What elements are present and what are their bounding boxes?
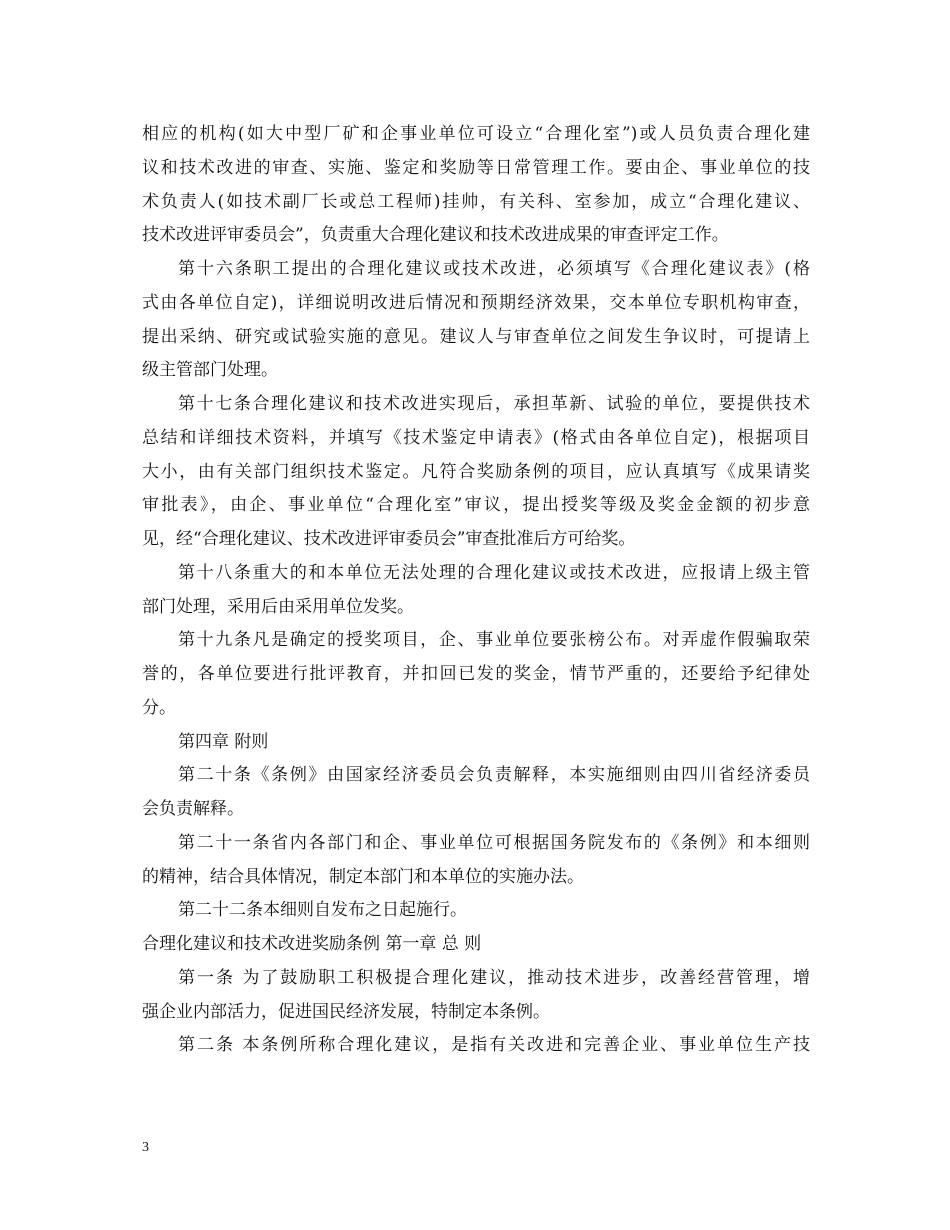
text-line: 见，经“合理化建议、技术改进评审委员会”审查批准后方可给奖。 — [142, 529, 636, 549]
text-line: 级主管部门处理。 — [142, 360, 278, 381]
text-line: 合理化建议和技术改进奖励条例 第一章 总 则 — [142, 934, 482, 954]
text-line: 术负责人(如技术副厂长或总工程师)挂帅，有关科、室参加，成立“合理化建议、 — [142, 191, 810, 212]
text-line: 第十九条凡是确定的授奖项目，企、事业单位要张榜公布。对弄虚作假骗取荣 — [178, 630, 810, 651]
page-number: 3 — [142, 1140, 149, 1155]
text-line: 提出采纳、研究或试验实施的意见。建议人与审查单位之间发生争议时，可提请上 — [142, 326, 810, 347]
text-line: 会负责解释。 — [142, 799, 244, 819]
text-line: 第一条 为了鼓励职工积极提合理化建议，推动技术进步，改善经营管理，增 — [178, 967, 810, 988]
text-line: 相应的机构(如大中型厂矿和企事业单位可设立“合理化室”)或人员负责合理化建 — [142, 124, 810, 144]
text-line: 强企业内部活力，促进国民经济发展，特制定本条例。 — [142, 1001, 550, 1022]
text-line: 部门处理，采用后由采用单位发奖。 — [142, 596, 414, 617]
text-line: 第十八条重大的和本单位无法处理的合理化建议或技术改进，应报请上级主管 — [178, 562, 810, 583]
document-body — [142, 118, 810, 1063]
text-line: 分。 — [142, 697, 176, 718]
text-line: 誉的，各单位要进行批评教育，并扣回已发的奖金，情节严重的，还要给予纪律处 — [142, 664, 810, 684]
text-line: 第十七条合理化建议和技术改进实现后，承担革新、试验的单位，要提供技术 — [178, 394, 810, 414]
text-line: 第二十条《条例》由国家经济委员会负责解释，本实施细则由四川省经济委员 — [178, 765, 810, 786]
text-line: 第二十一条省内各部门和企、事业单位可根据国务院发布的《条例》和本细则 — [178, 832, 810, 853]
text-line: 第二条 本条例所称合理化建议，是指有关改进和完善企业、事业单位生产技 — [178, 1035, 810, 1056]
text-line: 第二十二条本细则自发布之日起施行。 — [178, 900, 467, 921]
text-line: 审批表》，由企、事业单位“合理化室”审议，提出授奖等级及奖金金额的初步意 — [142, 495, 810, 516]
text-line: 技术改进评审委员会”，负责重大合理化建议和技术改进成果的审查评定工作。 — [142, 225, 729, 246]
text-line: 式由各单位自定)，详细说明改进后情况和预期经济效果，交本单位专职机构审查， — [142, 292, 810, 313]
text-line: 议和技术改进的审查、实施、鉴定和奖励等日常管理工作。要由企、事业单位的技 — [142, 157, 810, 178]
text-line: 第十六条职工提出的合理化建议或技术改进，必须填写《合理化建议表》(格 — [178, 259, 810, 279]
text-line: 总结和详细技术资料，并填写《技术鉴定申请表》(格式由各单位自定)，根据项目 — [142, 427, 810, 448]
text-line: 第四章 附则 — [178, 731, 269, 752]
text-line: 大小，由有关部门组织技术鉴定。凡符合奖励条例的项目，应认真填写《成果请奖 — [142, 461, 810, 482]
text-line: 的精神，结合具体情况，制定本部门和本单位的实施办法。 — [142, 866, 584, 887]
